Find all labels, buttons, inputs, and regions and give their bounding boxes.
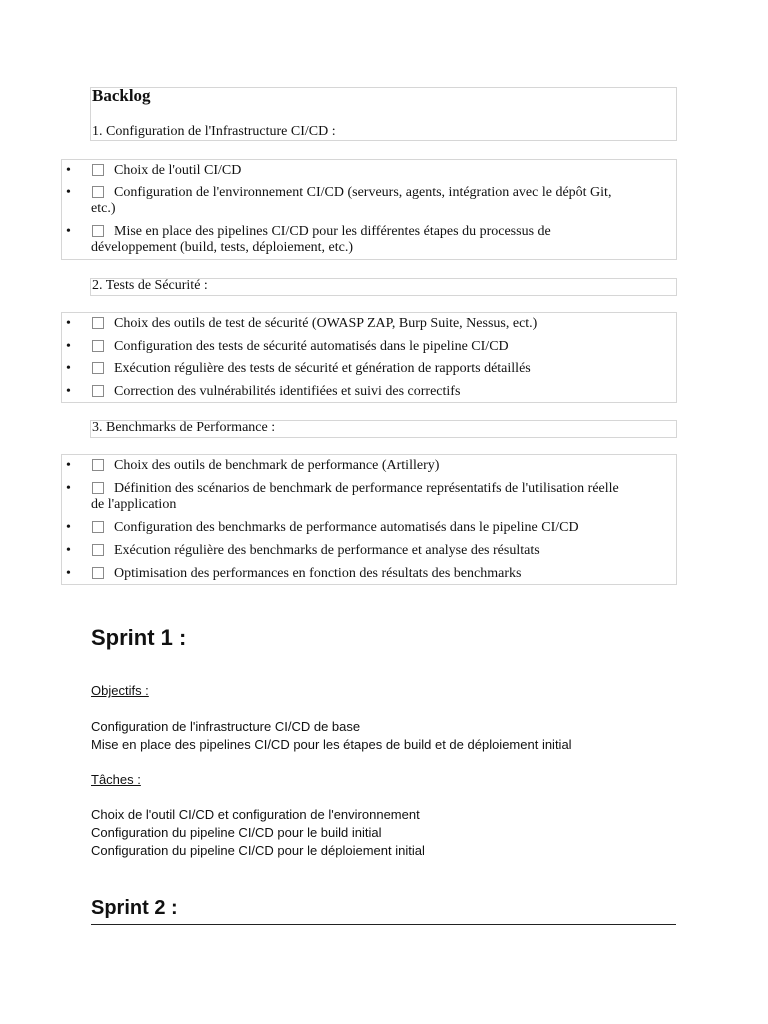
checkbox[interactable] — [92, 459, 104, 471]
checklist-item — [61, 384, 675, 400]
item-text: Choix des outils de benchmark de performance (Artillery) — [114, 458, 440, 473]
item-text: Mise en place des pipelines CI/CD pour les différentes étapes du processus de — [114, 224, 551, 239]
bullet-icon: • — [66, 481, 71, 496]
item-text: Configuration des benchmarks de performance automatisés dans le pipeline CI/CD — [114, 520, 579, 535]
item-text: Optimisation des performances en fonction des résultats des benchmarks — [114, 566, 522, 581]
sprint-2-title: Sprint 2 : — [91, 897, 178, 919]
checklist-item — [61, 185, 675, 217]
item-text: Définition des scénarios de benchmark de performance représentatifs de l'utilisation réelle — [114, 481, 619, 496]
objective-item: Configuration de l'infrastructure CI/CD de base — [91, 719, 361, 734]
task-item: Configuration du pipeline CI/CD pour le déploiement initial — [91, 843, 425, 858]
checkbox[interactable] — [92, 225, 104, 237]
bullet-icon: • — [66, 361, 71, 376]
tasks-label: Tâches : — [91, 772, 141, 787]
item-text: Choix de l'outil CI/CD — [114, 163, 242, 178]
task-item: Choix de l'outil CI/CD et configuration de l'environnement — [91, 807, 420, 822]
bullet-icon: • — [66, 566, 71, 581]
bullet-icon: • — [66, 185, 71, 200]
sprint-1-title: Sprint 1 : — [91, 625, 187, 650]
checklist-item — [61, 339, 675, 355]
bullet-icon: • — [66, 384, 71, 399]
item-text-continued: de l'application — [91, 497, 177, 512]
checkbox[interactable] — [92, 385, 104, 397]
section-3-title: 3. Benchmarks de Performance : — [92, 420, 276, 435]
checkbox[interactable] — [92, 362, 104, 374]
task-item: Configuration du pipeline CI/CD pour le build initial — [91, 825, 382, 840]
bullet-icon: • — [66, 458, 71, 473]
item-text: Configuration des tests de sécurité automatisés dans le pipeline CI/CD — [114, 339, 509, 354]
checklist-item — [61, 458, 675, 474]
checkbox[interactable] — [92, 340, 104, 352]
checkbox[interactable] — [92, 521, 104, 533]
bullet-icon: • — [66, 224, 71, 239]
item-text: Configuration de l'environnement CI/CD (serveurs, agents, intégration avec le dépôt Git, — [114, 185, 612, 200]
checkbox[interactable] — [92, 317, 104, 329]
checkbox[interactable] — [92, 567, 104, 579]
section-2-title: 2. Tests de Sécurité : — [92, 278, 208, 293]
checklist-item — [61, 163, 675, 179]
backlog-title: Backlog — [92, 86, 151, 105]
checklist-item — [61, 316, 675, 332]
bullet-icon: • — [66, 520, 71, 535]
checklist-item — [61, 566, 675, 582]
checkbox[interactable] — [92, 544, 104, 556]
item-text: Choix des outils de test de sécurité (OWASP ZAP, Burp Suite, Nessus, ect.) — [114, 316, 538, 331]
section-1-title: 1. Configuration de l'Infrastructure CI/CD : — [92, 124, 336, 139]
checkbox[interactable] — [92, 186, 104, 198]
bullet-icon: • — [66, 543, 71, 558]
item-text: Correction des vulnérabilités identifiées et suivi des correctifs — [114, 384, 461, 399]
objective-item: Mise en place des pipelines CI/CD pour les étapes de build et de déploiement initial — [91, 737, 572, 752]
divider — [91, 924, 676, 925]
item-text-continued: développement (build, tests, déploiement, etc.) — [91, 240, 354, 255]
bullet-icon: • — [66, 339, 71, 354]
checkbox[interactable] — [92, 164, 104, 176]
bullet-icon: • — [66, 316, 71, 331]
item-text-continued: etc.) — [91, 201, 116, 216]
checklist-item — [61, 361, 675, 377]
checklist-item — [61, 224, 675, 256]
objectives-label: Objectifs : — [91, 683, 149, 698]
checklist-item — [61, 543, 675, 559]
bullet-icon: • — [66, 163, 71, 178]
item-text: Exécution régulière des tests de sécurité et génération de rapports détaillés — [114, 361, 531, 376]
checklist-item — [61, 520, 675, 536]
checklist-item — [61, 481, 675, 513]
item-text: Exécution régulière des benchmarks de performance et analyse des résultats — [114, 543, 540, 558]
checkbox[interactable] — [92, 482, 104, 494]
